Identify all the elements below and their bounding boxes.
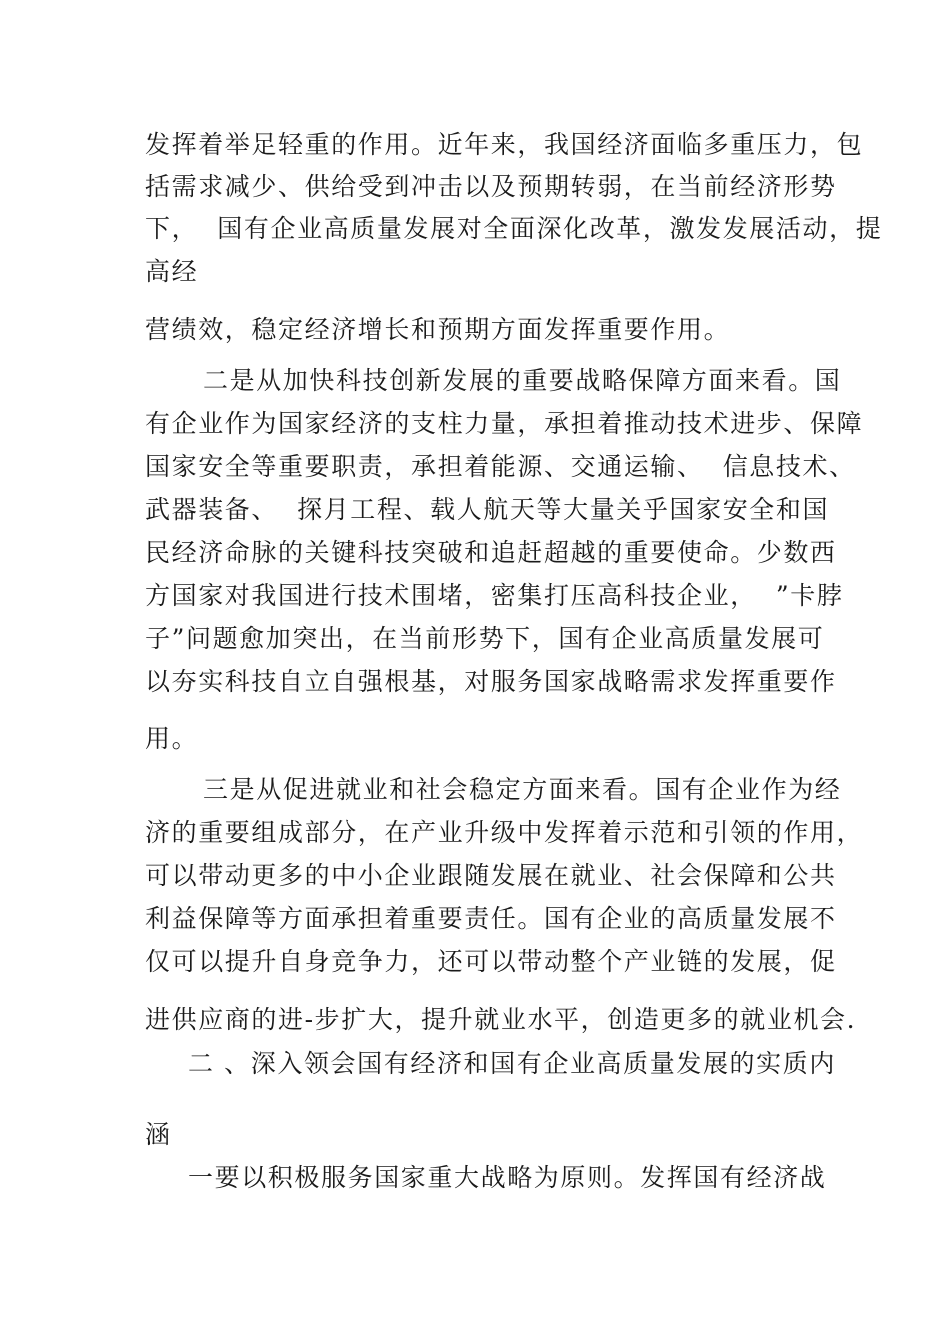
text-line: 下， 国有企业高质量发展对全面深化改革，激发发展活动，提 [145, 214, 883, 243]
text-line: 有企业作为国家经济的支柱力量，承担着推动技术进步、保障 [145, 409, 864, 438]
text-line: 民经济命脉的关键科技突破和追赶超越的重要使命。少数西 [145, 538, 837, 567]
text-line: 利益保障等方面承担着重要责任。国有企业的高质量发展不 [145, 904, 837, 933]
text-line: 用。 [145, 724, 199, 753]
text-line: 武器装备、 探月工程、载人航天等大量关乎国家安全和国 [145, 495, 830, 524]
text-line: 括需求减少、供给受到冲击以及预期转弱，在当前经济形势 [145, 172, 837, 201]
text-line: 营绩效，稳定经济增长和预期方面发挥重要作用。 [145, 315, 731, 344]
text-line: 济的重要组成部分，在产业升级中发挥着示范和引领的作用， [145, 818, 864, 847]
paragraph-start-line: 二是从加快科技创新发展的重要战略保障方面来看。国 [203, 366, 842, 395]
text-line: 发挥着举足轻重的作用。近年来，我国经济面临多重压力，包 [145, 130, 864, 159]
text-line: 方国家对我国进行技术围堵，密集打压高科技企业， ”卡脖 [145, 581, 844, 610]
text-line: 可以带动更多的中小企业跟随发展在就业、社会保障和公共 [145, 861, 837, 890]
section-heading-line: 涵 [145, 1120, 172, 1149]
section-heading-line: 二 、深入领会国有经济和国有企业高质量发展的实质内 [188, 1049, 836, 1078]
text-line: 仅可以提升自身竞争力，还可以带动整个产业链的发展，促 [145, 947, 837, 976]
text-line: 进供应商的进-步扩大，提升就业水平，创造更多的就业机会. [145, 1005, 857, 1034]
text-line: 国家安全等重要职责，承担着能源、交通运输、 信息技术、 [145, 452, 856, 481]
text-line: 子”问题愈加突出，在当前形势下，国有企业高质量发展可 [145, 624, 825, 653]
text-line: 以夯实科技自立自强根基，对服务国家战略需求发挥重要作 [145, 667, 837, 696]
paragraph-start-line: 一要以积极服务国家重大战略为原则。发挥国有经济战 [188, 1163, 827, 1192]
text-line: 高经 [145, 257, 199, 286]
paragraph-start-line: 三是从促进就业和社会稳定方面来看。国有企业作为经 [203, 775, 842, 804]
